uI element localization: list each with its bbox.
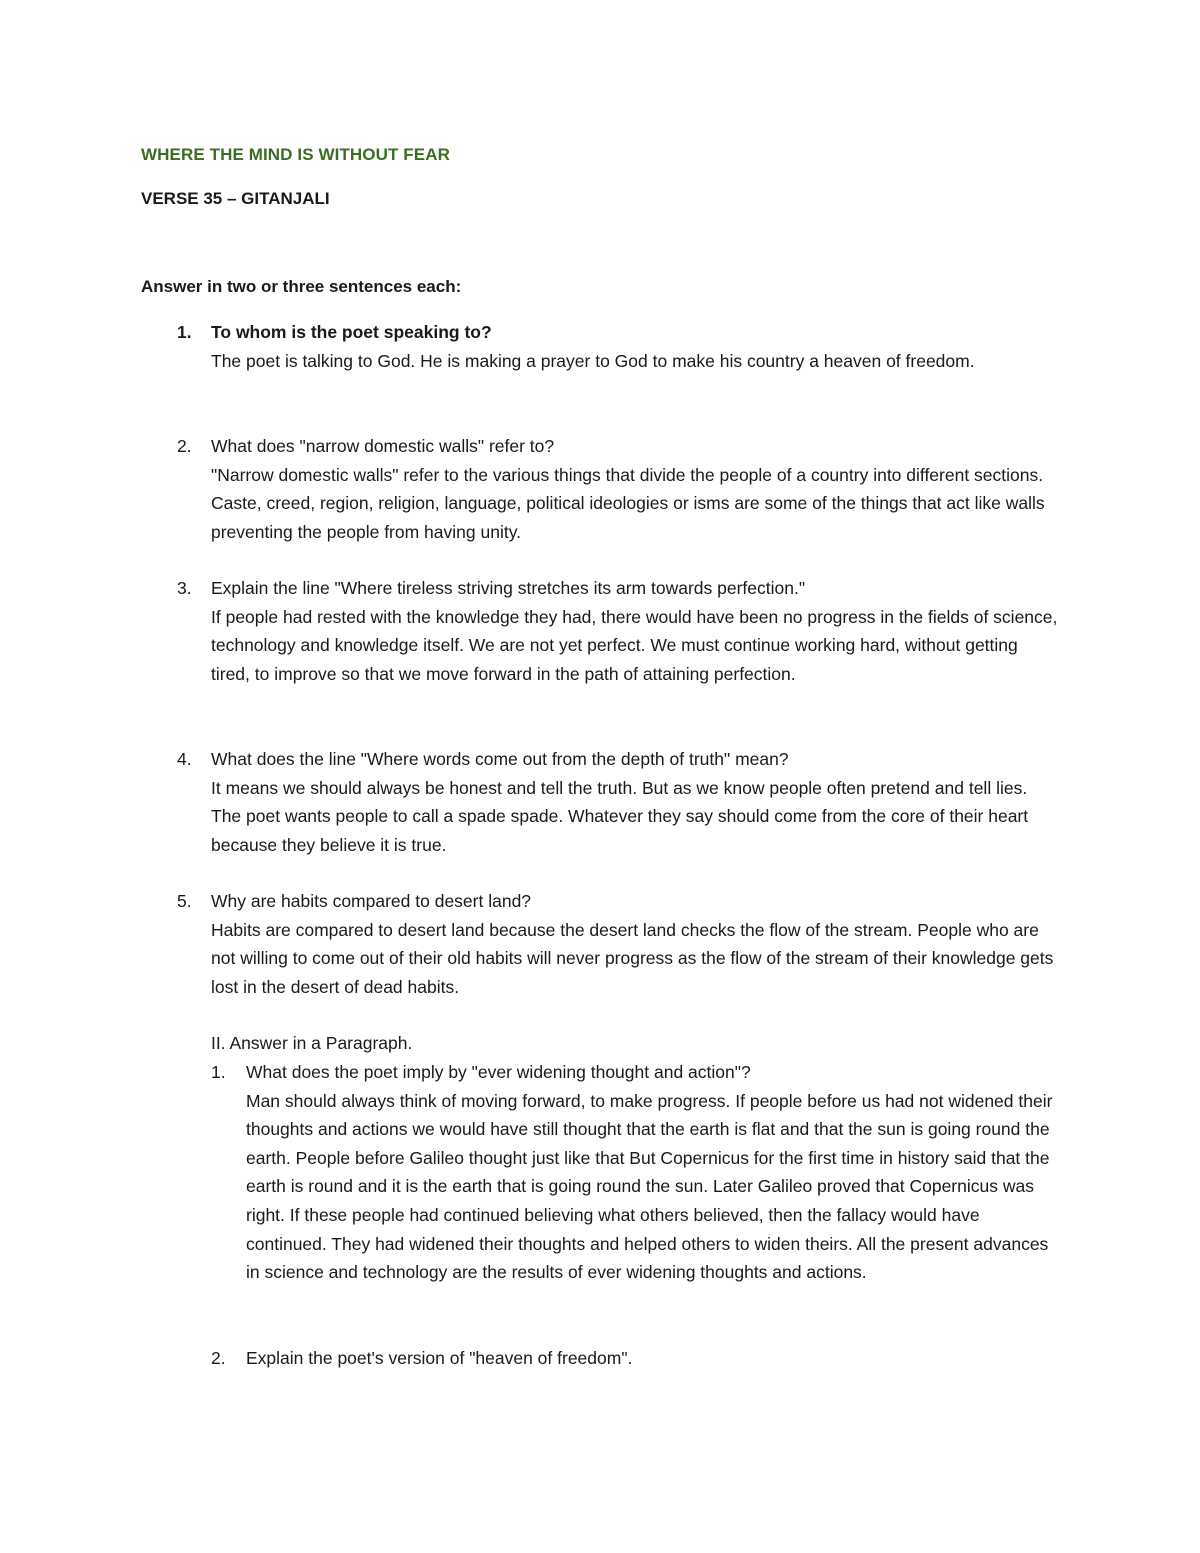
question-text: Explain the line "Where tireless striving stretches its arm towards perfection." xyxy=(211,578,806,598)
answer-text: "Narrow domestic walls" refer to the various things that divide the people of a country into different sections. Caste, creed, region, religion, language, political ideologies or isms are some of the things that act like walls preventing the people from having unity. xyxy=(211,464,1045,542)
question-item-3 xyxy=(141,574,1061,688)
document-subtitle: VERSE 35 – GITANJALI xyxy=(141,189,330,208)
question-text: Explain the poet's version of "heaven of freedom". xyxy=(246,1348,633,1368)
question-text: To whom is the poet speaking to? xyxy=(211,322,492,342)
question-text: What does the line "Where words come out from the depth of truth" mean? xyxy=(211,749,789,769)
question-number: 2. xyxy=(177,436,192,456)
paragraph-question-item-2 xyxy=(211,1344,1061,1373)
question-number: 3. xyxy=(177,578,192,598)
question-text: What does the poet imply by "ever widening thought and action"? xyxy=(246,1062,751,1082)
answer-text: The poet is talking to God. He is making a prayer to God to make his country a heaven of freedom. xyxy=(211,350,975,371)
paragraph-question-item-1 xyxy=(211,1058,1061,1287)
answer-text: Habits are compared to desert land because the desert land checks the flow of the stream. People who are not willing to come out of their old habits will never progress as the flow of the stream of their knowledge gets lost in the desert of dead habits. xyxy=(211,919,1054,997)
question-number: 4. xyxy=(177,749,192,769)
question-number: 5. xyxy=(177,891,192,911)
document-title: WHERE THE MIND IS WITHOUT FEAR xyxy=(141,145,450,164)
answer-text: It means we should always be honest and tell the truth. But as we know people often pretend and tell lies. The poet wants people to call a spade spade. Whatever they say should come from the core of their heart because they believe it is true. xyxy=(211,777,1029,855)
answer-text: If people had rested with the knowledge they had, there would have been no progress in the fields of science, technology and knowledge itself. We are not yet perfect. We must continue working hard, without getting tired, to improve so that we move forward in the path of attaining perfection. xyxy=(211,606,1058,684)
question-number: 2. xyxy=(211,1348,226,1368)
question-item-5 xyxy=(141,887,1061,1001)
question-item-4 xyxy=(141,745,1061,859)
question-item-2 xyxy=(141,432,1061,546)
question-text: Why are habits compared to desert land? xyxy=(211,891,532,911)
question-number: 1. xyxy=(177,322,192,342)
question-number: 1. xyxy=(211,1062,226,1082)
section-2-heading: II. Answer in a Paragraph. xyxy=(211,1033,413,1053)
question-item-1 xyxy=(141,318,1061,375)
question-text: What does "narrow domestic walls" refer to? xyxy=(211,436,555,456)
answer-text: Man should always think of moving forward, to make progress. If people before us had not widened their thoughts and actions we would have still thought that the earth is flat and that the sun is going round the earth. People before Galileo thought just like that But Copernicus for the first time in history said that the earth is round and it is the earth that is going round the sun. Later Galileo proved that Copernicus was right. If these people had continued believing what others believed, then the fallacy would have continued. They had widened their thoughts and helped others to widen theirs. All the present advances in science and technology are the results of ever widening thoughts and actions. xyxy=(246,1090,1053,1283)
section-1-heading: Answer in two or three sentences each: xyxy=(141,277,462,296)
